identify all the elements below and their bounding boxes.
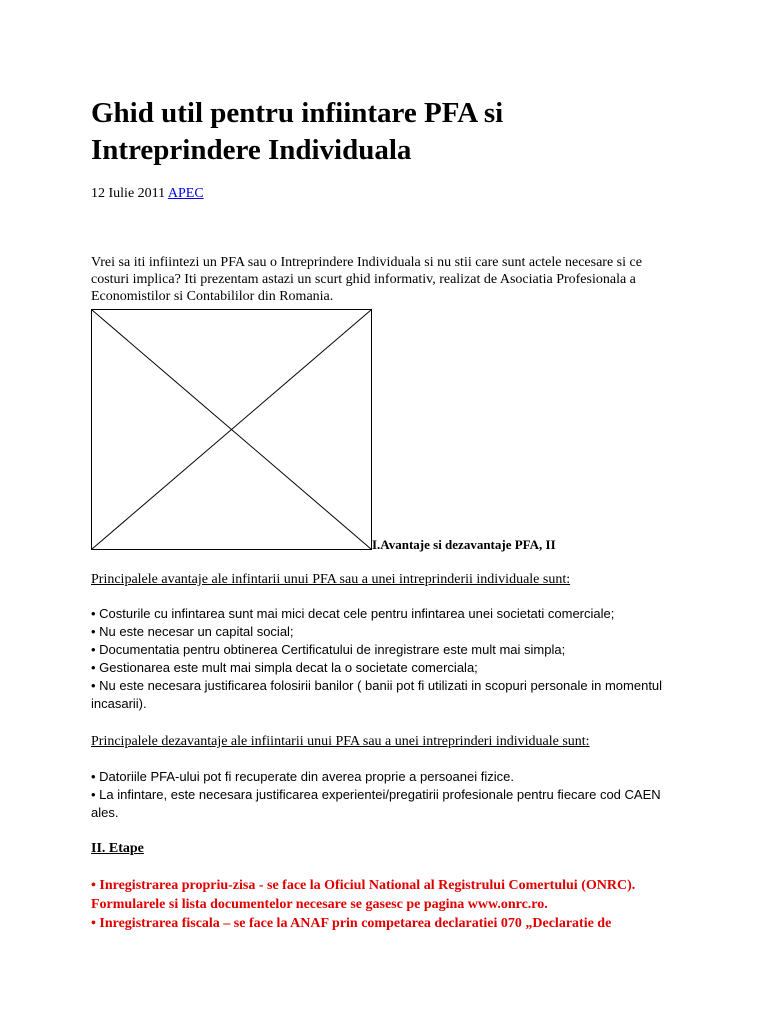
section2-heading: II. Etape xyxy=(91,841,144,856)
advantages-intro: Principalele avantaje ale infintarii unui PFA sau a unei intreprinderii individuale sunt: xyxy=(91,572,571,587)
broken-image-icon xyxy=(91,309,372,550)
steps-list xyxy=(91,876,691,933)
disadvantages-intro: Principalele dezavantaje ale infiintarii unui PFA sau a unei intreprinderi individuale sunt: xyxy=(91,734,590,749)
article-title: Ghid util pentru infiintare PFA si Intreprindere Individuala xyxy=(91,97,504,166)
section1-heading: I.Avantaje si dezavantaje PFA, II xyxy=(372,537,556,552)
list-item: • Nu este necesara justificarea folosirii banilor ( banii pot fi utilizati in scopuri personale in momentul incasarii). xyxy=(91,678,663,711)
author-link[interactable]: APEC xyxy=(167,186,204,201)
article-meta xyxy=(91,185,204,203)
list-item: • Gestionarea este mult mai simpla decat la o societate comerciala; xyxy=(91,660,478,675)
list-item: • La infintare, este necesara justificarea experientei/pregatirii profesionale pentru fiecare cod CAEN ales. xyxy=(91,787,661,820)
list-item: • Nu este necesar un capital social; xyxy=(91,624,294,639)
intro-paragraph: Vrei sa iti infiintezi un PFA sau o Intreprindere Individuala si nu stii care sunt actele necesare si ce costuri implica? Iti prezentam astazi un scurt ghid informativ, realizat de Asociatia Profesionala a Economistilor si Contabililor din Romania. xyxy=(91,255,642,304)
disadvantages-list xyxy=(91,768,681,822)
list-item: • Datoriile PFA-ului pot fi recuperate din averea proprie a persoanei fizice. xyxy=(91,769,514,784)
article-date: 12 Iulie 2011 xyxy=(91,186,166,201)
list-item: • Inregistrarea fiscala – se face la ANAF prin competarea declaratiei 070 „Declaratie de xyxy=(91,916,612,931)
list-item: • Costurile cu infintarea sunt mai mici decat cele pentru infintarea unei societati comerciale; xyxy=(91,606,615,621)
advantages-list xyxy=(91,605,681,713)
list-item: • Documentatia pentru obtinerea Certificatului de inregistrare este mult mai simpla; xyxy=(91,642,566,657)
list-item: • Inregistrarea propriu-zisa - se face la Oficiul National al Registrului Comertului (ONRC). Formularele si lista documentelor necesare se gasesc pe pagina www.onrc.ro. xyxy=(91,878,636,912)
